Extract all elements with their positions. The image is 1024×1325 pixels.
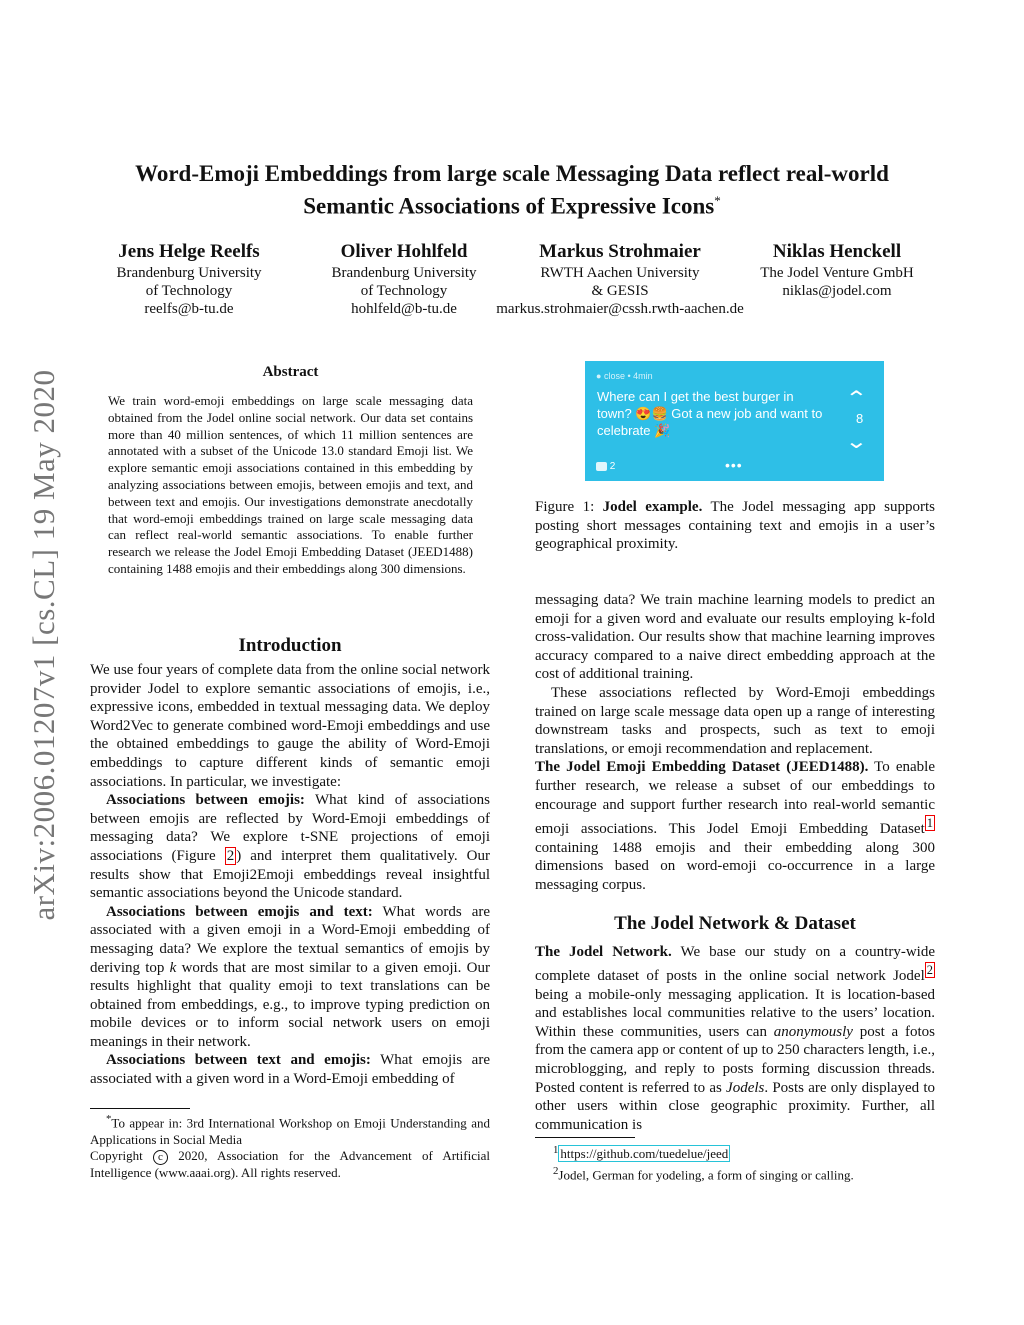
author-affiliation: Brandenburg University bbox=[116, 265, 262, 281]
abstract-heading: Abstract bbox=[262, 364, 319, 380]
author-name: Oliver Hohlfeld bbox=[340, 241, 468, 262]
footnote-ref-link[interactable]: 1 bbox=[926, 816, 933, 831]
paper-title: Word-Emoji Embeddings from large scale Messaging Data reflect real-world Semantic Associations of Expressive Icons* bbox=[135, 161, 889, 219]
body-paragraph: The Jodel Emoji Embedding Dataset (JEED1488). To enable further research, we release a subset of our embeddings to encourage and support further research into real-world semantic emoji associations. This Jodel Emoji Embedding Dataset $^1$ containing 1488 emojis and their embedding along 300 dimensions based on word-emoji co-occurrence in a large messaging corpus. bbox=[535, 759, 935, 893]
author-block bbox=[480, 240, 760, 318]
author-affiliation: & GESIS bbox=[591, 283, 649, 299]
footnote-item: $^2$Jodel, German for yodeling, a form of singing or calling. bbox=[553, 1164, 854, 1183]
author-email[interactable]: markus.strohmaier@cssh.rwth-aachen.de bbox=[496, 301, 744, 317]
author-name: Markus Strohmaier bbox=[539, 241, 701, 262]
copyright-icon: c bbox=[153, 1150, 168, 1165]
author-email[interactable]: reelfs@b-tu.de bbox=[144, 301, 234, 317]
github-link[interactable]: https://github.com/tuedelue/jeed bbox=[560, 1146, 729, 1162]
intro-paragraph: We use four years of complete data from the online social network provider Jodel to explore semantic associations of emojis, i.e., expressive icons, embedded in textual messaging data. We deploy Word2Vec to generate combined word-Emoji embeddings and use the obtained embeddings to gauge the ability of Word-Emoji embeddings to capture different kinds of semantic emoji associations. In particular, we investigate: bbox=[90, 662, 490, 790]
intro-paragraph: Associations between emojis and text: What words are associated with a given emoji in a Word-Emoji embedding of messaging data? We explore the textual semantics of emojis by deriving top k words that are most similar to a given emoji. Our results highlight that quality emoji to text translations can be obtained from embeddings, e.g., to improve typing prediction on mobile devices or to inform social network users on emoji meanings in their network. bbox=[90, 903, 491, 1050]
post-message: Where can I get the best burger in town? 😍🍔 Got a new job and want to celebrate 🎉 bbox=[597, 389, 823, 438]
upvote-chevron-icon[interactable]: ⌃ bbox=[844, 388, 869, 410]
location-pin-icon: ● bbox=[596, 371, 602, 381]
section-heading: The Jodel Network & Dataset bbox=[614, 912, 856, 934]
right-column bbox=[535, 591, 935, 1134]
author-block bbox=[99, 240, 279, 318]
abstract-text: We train word-emoji embeddings on large scale messaging data obtained from the Jodel online social network. Our data set contains more than 40 million sentences, of which 11 million sentences are annotated with a subset of the Unicode 13.0 standard Emoji list. We explore semantic emoji associations contained in this embedding by analyzing associations between emojis, between emojis and text, and between text and emojis. Our investigations demonstrate anecdotally that word-emoji embeddings trained on large scale messaging data can reflect real-world semantic associations. To enable further research we release the Jodel Emoji Embedding Dataset (JEED1488) containing 1488 emojis and their embeddings along 300 dimensions. bbox=[108, 393, 473, 576]
abstract bbox=[108, 364, 473, 578]
introduction-section bbox=[90, 635, 490, 1089]
arxiv-stamp bbox=[22, 345, 66, 945]
author-affiliation: RWTH Aachen University bbox=[540, 265, 700, 281]
introduction-heading: Introduction bbox=[238, 635, 342, 656]
comment-bubble-icon bbox=[596, 462, 607, 471]
intro-paragraph: Associations between text and emojis: What emojis are associated with a given word in a Word-Emoji embedding of bbox=[90, 1052, 490, 1088]
author-name: Jens Helge Reelfs bbox=[118, 241, 260, 262]
footnote-item: $^1$ https://github.com/tuedelue/jeed bbox=[553, 1144, 729, 1162]
comment-count[interactable]: 2 bbox=[596, 461, 615, 472]
author-affiliation: of Technology bbox=[360, 283, 448, 299]
more-options-icon[interactable]: ••• bbox=[725, 457, 743, 473]
author-block bbox=[742, 240, 932, 300]
copyright-notice: Copyright c 2020, Association for the Advancement of Artificial Intelligence (www.aaai.org). All rights reserved. bbox=[90, 1148, 490, 1181]
arxiv-id: arXiv:2006.01207v1 [cs.CL] 19 May 2020 bbox=[26, 369, 61, 921]
title-footnote-mark: * bbox=[714, 193, 721, 208]
author-affiliation: of Technology bbox=[145, 283, 233, 299]
author-email[interactable]: niklas@jodel.com bbox=[782, 283, 892, 299]
figure-ref-link[interactable]: 2 bbox=[226, 847, 235, 864]
body-paragraph: The Jodel Network. We base our study on a country-wide complete dataset of posts in the online social network Jodel $^2$ being a mobile-only messaging application. It is location-based and establishes local communities relative to the users’ location. Within these communities, users can anonymously post a fotos from the camera app or content of up to 250 characters length, i.e., microblogging, and reply to posts forming discussion threads. Posted content is referred to as Jodels. Posts are only displayed to other users within close geographic proximity. Further, all communication is bbox=[535, 943, 936, 1133]
author-affiliation: Brandenburg University bbox=[331, 265, 477, 281]
downvote-chevron-icon[interactable]: ⌄ bbox=[844, 431, 869, 453]
vote-count: 8 bbox=[856, 411, 864, 426]
author-affiliation: The Jodel Venture GmbH bbox=[760, 265, 914, 281]
footnote-left bbox=[90, 1111, 490, 1182]
post-meta: ● close • 4min bbox=[596, 371, 653, 381]
author-name: Niklas Henckell bbox=[772, 241, 902, 262]
footnotes-right bbox=[553, 1142, 943, 1184]
author-block bbox=[314, 240, 494, 318]
body-paragraph: messaging data? We train machine learning models to predict an emoji for a given word and evaluate our results employing k-fold cross-validation. Our results show that machine learning improves accuracy compared to a naive direct embedding approach at the cost of additional training. bbox=[535, 592, 935, 683]
footnote-text: *To appear in: 3rd International Workshop on Emoji Understanding and Applications in Social Media bbox=[90, 1113, 490, 1147]
intro-paragraph: Associations between emojis: What kind of associations between emojis are reflected by Word-Emoji embeddings of messaging data? We explore t-SNE projections of emoji associations (Figure 2 ) and interpret them qualitatively. Our results show that Emoji2Emoji embeddings reveal insightful semantic associations beyond the Unicode standard. bbox=[90, 792, 490, 902]
author-email[interactable]: hohlfeld@b-tu.de bbox=[351, 301, 457, 317]
jodel-post-card bbox=[585, 361, 884, 481]
footnote-rule bbox=[535, 1137, 635, 1138]
footnote-ref-link[interactable]: 2 bbox=[926, 963, 933, 978]
figure-caption: Figure 1: Jodel example. The Jodel messaging app supports posting short messages containing text and emojis in a user’s geographical proximity. bbox=[535, 499, 935, 553]
footnote-rule bbox=[90, 1108, 190, 1109]
body-paragraph: These associations reflected by Word-Emoji embeddings trained on large scale message data open up a range of interesting downstream tasks and prospects, such as text to emoji translations, or emoji recommendation and replacement. bbox=[535, 684, 935, 757]
